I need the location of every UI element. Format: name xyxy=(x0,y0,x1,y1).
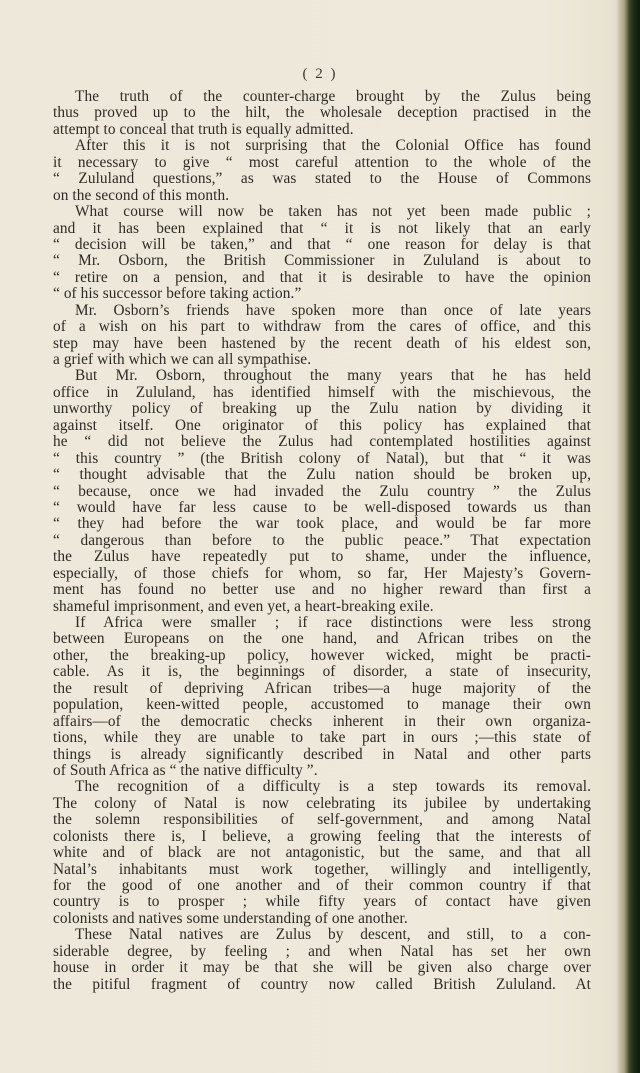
text-line: ment has found no better use and no higher reward than first a xyxy=(53,581,591,599)
text-line: unworthy policy of breaking up the Zulu nation by dividing it xyxy=(53,400,591,418)
text-line: country is to prosper ; while fifty years of contact have given xyxy=(53,893,591,911)
text-line: “ this country ” (the British colony of Natal), but that “ it was xyxy=(53,449,591,467)
text-line: population, keen-witted people, accustomed to manage their own xyxy=(53,696,591,714)
body-text xyxy=(53,89,591,993)
text-line: office in Zululand, has identified himself with the mischievous, the xyxy=(53,383,591,401)
text-line: “ of his successor before taking action.” xyxy=(53,285,302,303)
text-line: These Natal natives are Zulus by descent, and still, to a con- xyxy=(75,926,591,944)
text-line: house in order it may be that she will be given also charge over xyxy=(53,959,591,977)
text-line: “ because, once we had invaded the Zulu country ” the Zulus xyxy=(53,482,591,500)
text-line: it necessary to give “ most careful attention to the whole of the xyxy=(53,153,591,171)
text-line: thus proved up to the hilt, the wholesale deception practised in the xyxy=(53,104,591,122)
text-line: “ they had before the war took place, and would be far more xyxy=(53,515,591,533)
text-line: Mr. Osborn’s friends have spoken more than once of late years xyxy=(75,301,591,319)
text-line: white and of black are not antagonistic, but the same, and that all xyxy=(53,844,591,862)
text-line: between Europeans on the one hand, and African tribes on the xyxy=(53,630,591,648)
text-line: Natal’s inhabitants must work together, willingly and intelligently, xyxy=(53,860,591,878)
text-line: But Mr. Osborn, throughout the many years that he has held xyxy=(75,367,591,385)
text-line: and it has been explained that “ it is not likely that an early xyxy=(53,219,591,237)
text-line: “ Mr. Osborn, the British Commissioner in Zululand is about to xyxy=(53,252,591,270)
text-line: The truth of the counter-charge brought by the Zulus being xyxy=(75,88,591,105)
text-line: After this it is not surprising that the Colonial Office has found xyxy=(75,137,591,155)
text-line: “ Zululand questions,” as was stated to the House of Commons xyxy=(53,170,591,188)
text-line: a grief with which we can all sympathise. xyxy=(53,351,312,368)
text-line: shameful imprisonment, and even yet, a heart-breaking exile. xyxy=(53,597,434,615)
text-line: step may have been hastened by the recent death of his eldest son, xyxy=(53,334,591,352)
text-line: “ would have far less cause to be well-disposed towards us than xyxy=(53,498,591,516)
text-line: of South Africa as “ the native difficulty ”. xyxy=(53,761,318,779)
text-line: for the good of one another and of their common country if that xyxy=(53,877,591,894)
text-line: “ retire on a pension, and that it is desirable to have the opinion xyxy=(53,268,591,286)
text-line: What course will now be taken has not yet been made public ; xyxy=(75,203,591,221)
text-line: siderable degree, by feeling ; and when Natal has set her own xyxy=(53,942,591,960)
text-line: against itself. One originator of this policy has explained that xyxy=(53,416,591,434)
text-line: The colony of Natal is now celebrating its jubilee by undertaking xyxy=(53,794,591,812)
text-line: colonists there is, I believe, a growing feeling that the interests of xyxy=(53,827,591,845)
text-line: affairs—of the democratic checks inherent in their own organiza- xyxy=(53,712,591,730)
text-line: the solemn responsibilities of self-government, and among Natal xyxy=(53,811,591,829)
text-line: things is already significantly described in Natal and other parts xyxy=(53,745,591,763)
page-edge-binding xyxy=(616,0,640,1073)
text-line: “ dangerous than before to the public peace.” That expectation xyxy=(53,531,591,549)
text-line: he “ did not believe the Zulus had contemplated hostilities against xyxy=(53,433,591,451)
text-line: other, the breaking-up policy, however wicked, might be practi- xyxy=(53,646,591,664)
text-line: If Africa were smaller ; if race distinctions were less strong xyxy=(75,614,591,631)
text-line: “ thought advisable that the Zulu nation should be broken up, xyxy=(53,466,591,484)
text-line: colonists and natives some understanding of one another. xyxy=(53,909,408,927)
text-line: especially, of those chiefs for whom, so far, Her Majesty’s Govern- xyxy=(53,564,591,582)
page-number: ( 2 ) xyxy=(302,66,338,82)
text-line: the result of depriving African tribes—a huge majority of the xyxy=(53,679,591,697)
text-line: of a wish on his part to withdraw from the cares of office, and this xyxy=(53,318,591,336)
text-line: cable. As it is, the beginnings of disorder, a state of insecurity, xyxy=(53,663,591,681)
text-line: “ decision will be taken,” and that “ one reason for delay is that xyxy=(53,235,591,253)
text-line: on the second of this month. xyxy=(53,186,230,204)
text-line: the pitiful fragment of country now called British Zululand. At xyxy=(53,975,591,993)
text-line: the Zulus have repeatedly put to shame, under the influence, xyxy=(53,548,591,566)
text-line: tions, while they are unable to take part in ours ;—this state of xyxy=(53,729,591,747)
text-line: The recognition of a difficulty is a step towards its removal. xyxy=(75,778,591,796)
text-line: attempt to conceal that truth is equally admitted. xyxy=(53,120,354,138)
